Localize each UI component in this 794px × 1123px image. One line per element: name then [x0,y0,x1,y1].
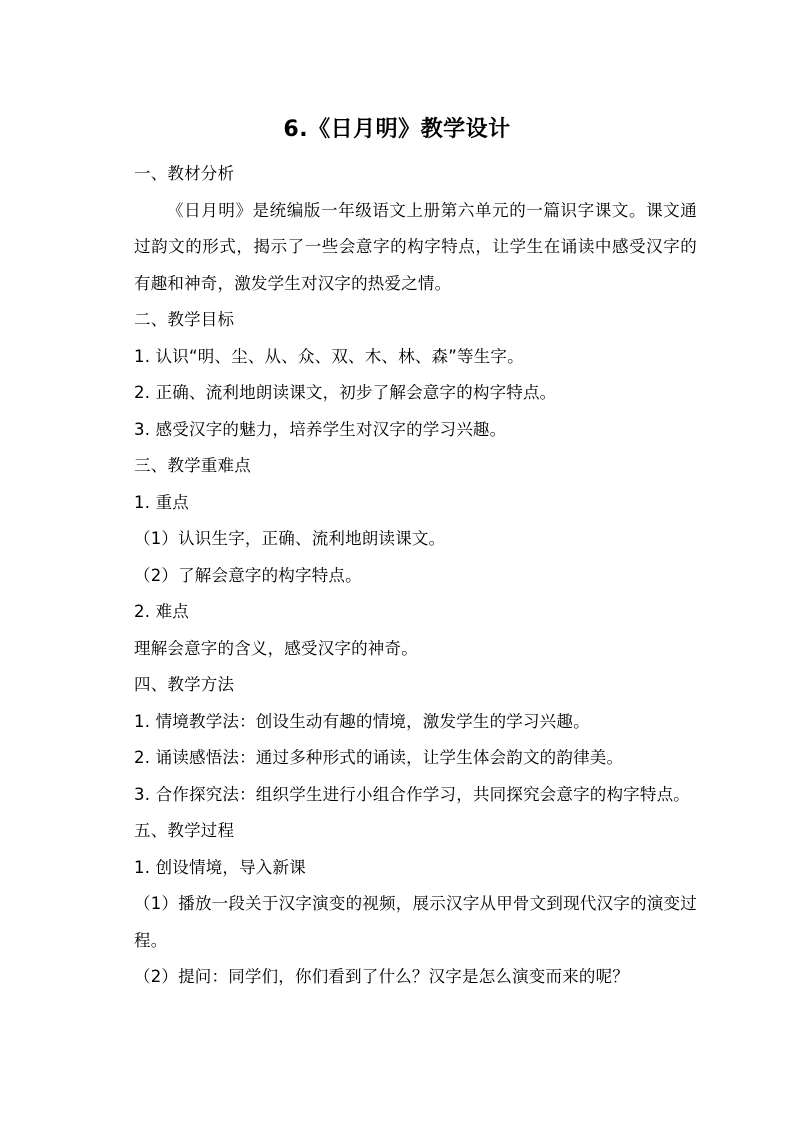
document-body [134,156,697,996]
list-item: 2. 难点 [134,602,189,621]
sub-item: （2）了解会意字的构字特点。 [134,565,362,585]
sub-item: （2）提问：同学们，你们看到了什么？汉字是怎么演变而来的呢？ [134,967,629,986]
document-title: 6.《日月明》教学设计 [283,117,511,142]
list-item: 2. 诵读感悟法：通过多种形式的诵读，让学生体会韵文的韵律美。 [134,748,624,767]
list-item: 1. 认识“明、尘、从、众、双、木、林、森”等生字。 [134,346,524,366]
section-heading-1: 一、教材分析 [134,164,235,183]
section-heading-2: 二、教学目标 [134,310,235,329]
list-item: 1. 重点 [134,492,189,512]
body-line: 理解会意字的含义，感受汉字的神奇。 [134,638,418,658]
section-heading-4: 四、教学方法 [134,675,235,694]
section-heading-3: 三、教学重难点 [134,456,251,475]
list-item: 3. 感受汉字的魅力，培养学生对汉字的学习兴趣。 [134,419,507,439]
section-heading-5: 五、教学过程 [134,821,235,840]
list-item: 1. 创设情境，导入新课 [134,857,306,877]
body-paragraph: 《日月明》是统编版一年级语文上册第六单元的一篇识字课文。课文通过韵文的形式，揭示了一些会意字的构字特点，让学生在诵读中感受汉字的有趣和神奇，激发学生对汉字的热爱之情。 [134,200,697,293]
sub-item: （1）认识生字，正确、流利地朗读课文。 [134,529,446,548]
list-item: 2. 正确、流利地朗读课文，初步了解会意字的构字特点。 [134,383,557,402]
sub-item: （1）播放一段关于汉字演变的视频，展示汉字从甲骨文到现代汉字的演变过程。 [134,894,697,950]
list-item: 3. 合作探究法：组织学生进行小组合作学习，共同探究会意字的构字特点。 [134,784,690,804]
list-item: 1. 情境教学法：创设生动有趣的情境，激发学生的学习兴趣。 [134,711,590,731]
